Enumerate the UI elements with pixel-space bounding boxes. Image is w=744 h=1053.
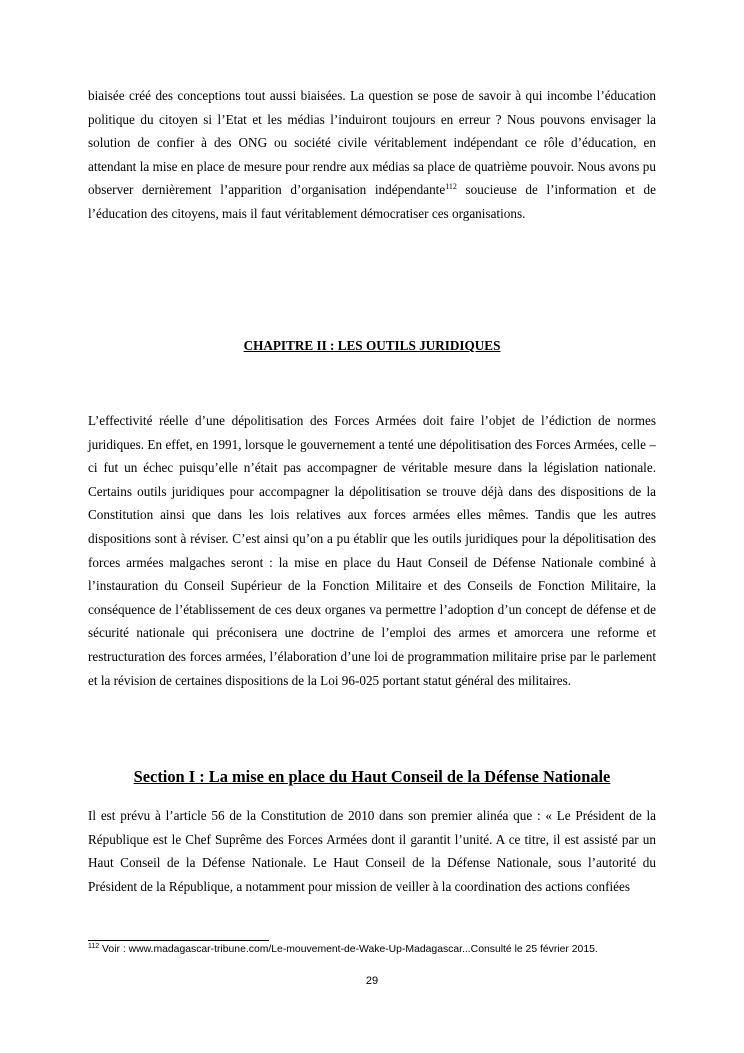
intro-text-after-note: soucieuse de l’information et de l’éducation des citoyens, mais il faut véritablement démocratiser ces organisations. [88,182,656,221]
section-paragraph: Il est prévu à l’article 56 de la Constitution de 2010 dans son premier alinéa que : « Le Président de la République est le Chef Suprême des Forces Armées dont il garantit l’unité. A ce titre, il est assisté par un Haut Conseil de la Défense Nationale. Le Haut Conseil de la Défense Nationale, sous l’autorité du Président de la République, a notamment pour mission de veiller à la coordination des actions confiées [88,808,656,894]
footnote-number: 112 [88,943,100,950]
intro-paragraph [88,84,656,226]
footnote-separator [88,940,269,941]
chapter-heading: CHAPITRE II : LES OUTILS JURIDIQUES [243,338,501,353]
footnote [88,944,688,955]
intro-text-before-note: biaisée créé des conceptions tout aussi biaisées. La question se pose de savoir à qui incombe l’éducation politique du citoyen si l’Etat et les médias l’induiront toujours en erreur ? Nous pouvons envisager la solution de confier à des ONG ou société civile véritablement indépendant ce rôle d’éducation, en attendant la mise en place de mesure pour rendre aux médias sa place de quatrième pouvoir. Nous avons pu observer dernièrement l’apparition d’organisation indépendante [88,88,656,198]
chapter-paragraph: L’effectivité réelle d’une dépolitisation des Forces Armées doit faire l’objet de l’édiction de normes juridiques. En effet, en 1991, lorsque le gouvernement a tenté une dépolitisation des Forces Armées, celle –ci fut un échec puisqu’elle n’était pas accompagner de véritable mesure dans la législation nationale. Certains outils juridiques pour accompagner la dépolitisation se trouve déjà dans des dispositions de la Constitution ainsi que dans les lois relatives aux forces armées elles mêmes. Tandis que les autres dispositions sont à réviser. C’est ainsi qu’on a pu établir que les outils juridiques pour la dépolitisation des forces armées malgaches seront : la mise en place du Haut Conseil de Défense Nationale combiné à l’instauration du Conseil Supérieur de la Fonction Militaire et des Conseils de Fonction Militaire, la conséquence de l’établissement de ces deux organes va permettre l’adoption d’un concept de défense et de sécurité nationale qui préconisera une doctrine de l’emploi des armes et amorcera une reforme et restructuration des forces armées, l’élaboration d’une loi de programmation militaire prise par le parlement et la révision de certaines dispositions de la Loi 96-025 portant statut général des militaires. [88,413,656,688]
footnote-text: Voir : www.madagascar-tribune.com/Le-mouvement-de-Wake-Up-Madagascar...Consulté le 25 février 2015. [99,944,598,955]
section-heading: Section I : La mise en place du Haut Conseil de la Défense Nationale [133,767,611,786]
page-number: 29 [365,975,379,987]
footnote-reference[interactable]: 112 [445,182,457,192]
